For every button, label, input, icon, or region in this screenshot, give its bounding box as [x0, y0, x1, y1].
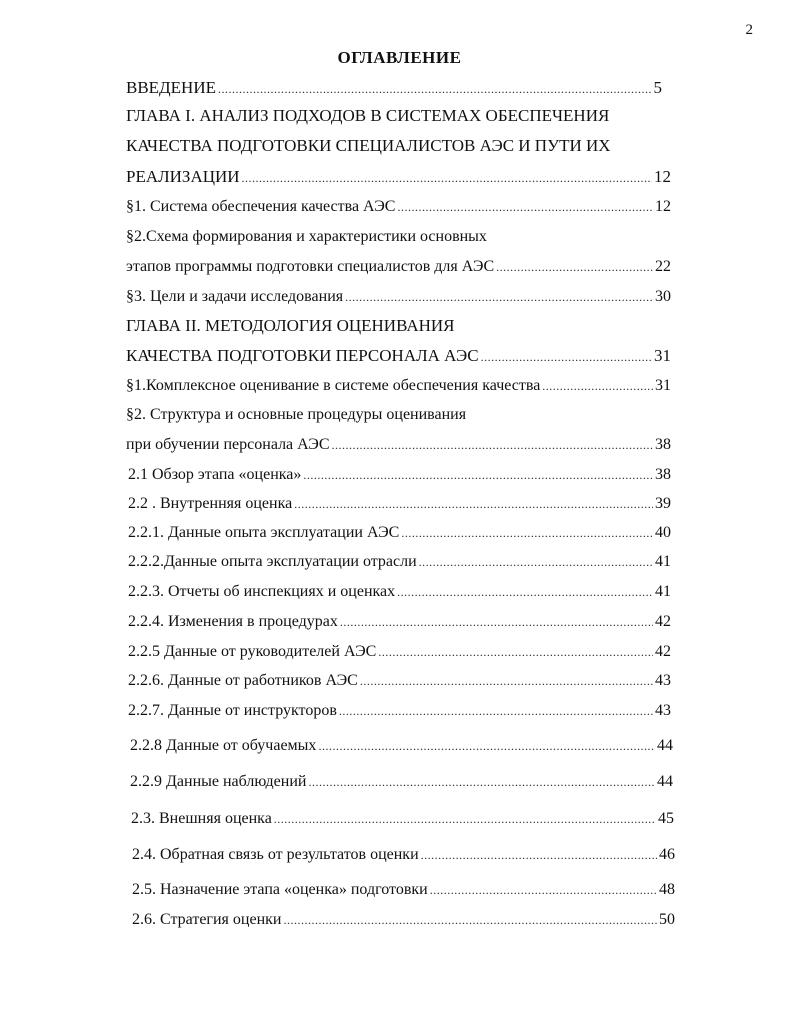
toc-entry[interactable]: [126, 198, 671, 216]
toc-entry-page: 43: [655, 672, 671, 689]
toc-title: ОГЛАВЛЕНИЕ: [337, 48, 462, 67]
toc-entry-page: 31: [654, 346, 671, 365]
leader-dots: [421, 848, 657, 863]
toc-entry-page: 46: [659, 846, 675, 863]
toc-entry-text: ГЛАВА II. МЕТОДОЛОГИЯ ОЦЕНИВАНИЯ: [126, 316, 455, 335]
toc-entry[interactable]: [126, 406, 466, 424]
toc-entry-text: §2.Схема формирования и характеристики основных: [126, 228, 487, 245]
toc-entry[interactable]: [126, 136, 611, 156]
toc-entry[interactable]: [132, 846, 675, 864]
toc-entry-text: 2.2.8 Данные от обучаемых: [130, 737, 317, 754]
toc-entry-page: 43: [655, 702, 671, 719]
page-number: 2: [745, 22, 753, 38]
leader-dots: [332, 438, 653, 453]
toc-entry[interactable]: [132, 911, 675, 929]
toc-entry[interactable]: [128, 613, 671, 631]
leader-dots: [308, 775, 655, 790]
toc-entry-page: 40: [655, 524, 671, 541]
toc-entry-page: 30: [655, 288, 671, 305]
leader-dots: [242, 171, 652, 186]
toc-entry-page: 48: [659, 881, 675, 898]
toc-entry-page: 41: [655, 583, 671, 600]
toc-entry-text: КАЧЕСТВА ПОДГОТОВКИ ПЕРСОНАЛА АЭС: [126, 346, 479, 365]
toc-entry-text: §3. Цели и задачи исследования: [126, 288, 344, 305]
toc-entry-text: 2.2.7. Данные от инструкторов: [128, 702, 337, 719]
toc-entry-page: 44: [657, 737, 673, 754]
toc-entry[interactable]: [128, 702, 671, 720]
toc-entry-page: 12: [655, 198, 671, 215]
toc-entry-page: 22: [655, 258, 671, 275]
leader-dots: [294, 497, 653, 512]
toc-entry[interactable]: [128, 643, 671, 661]
leader-dots: [218, 82, 652, 97]
toc-entry[interactable]: [126, 258, 671, 276]
leader-dots: [345, 290, 653, 305]
toc-entry[interactable]: [128, 672, 671, 690]
toc-entry-text: §2. Структура и основные процедуры оценивания: [126, 406, 467, 423]
leader-dots: [360, 674, 653, 689]
leader-dots: [496, 260, 653, 275]
toc-entry-text: 2.2.2.Данные опыта эксплуатации отрасли: [128, 553, 417, 570]
toc-entry-text: 2.2 . Внутренняя оценка: [128, 495, 293, 512]
toc-entry[interactable]: [126, 288, 671, 306]
leader-dots: [274, 812, 656, 827]
toc-entry[interactable]: [126, 436, 671, 454]
toc-entry[interactable]: [126, 106, 609, 126]
toc-entry-page: 38: [655, 436, 671, 453]
toc-entry[interactable]: [128, 553, 671, 571]
toc-entry-text: этапов программы подготовки специалистов для АЭС: [126, 258, 495, 275]
leader-dots: [419, 555, 653, 570]
leader-dots: [283, 913, 657, 928]
toc-entry-page: 50: [659, 911, 675, 928]
toc-entry[interactable]: [132, 881, 675, 899]
toc-entry-text: 2.2.1. Данные опыта эксплуатации АЭС: [128, 524, 400, 541]
leader-dots: [481, 350, 652, 365]
toc-entry[interactable]: [128, 583, 671, 601]
leader-dots: [340, 615, 653, 630]
toc-entry-text: 2.3. Внешняя оценка: [131, 810, 272, 827]
toc-entry[interactable]: [128, 524, 671, 542]
toc-entry-text: §1.Комплексное оценивание в системе обеспечения качества: [126, 377, 541, 394]
leader-dots: [378, 645, 653, 660]
leader-dots: [397, 200, 653, 215]
toc-entry[interactable]: [126, 78, 662, 98]
toc-entry-page: 5: [653, 78, 662, 97]
toc-entry-page: 42: [655, 643, 671, 660]
toc-entry-page: 31: [655, 377, 671, 394]
leader-dots: [318, 739, 655, 754]
leader-dots: [430, 883, 657, 898]
toc-entry[interactable]: [126, 167, 671, 187]
toc-entry[interactable]: [126, 316, 455, 336]
toc-entry-text: 2.2.6. Данные от работников АЭС: [128, 672, 358, 689]
toc-entry-text: 2.2.3. Отчеты об инспекциях и оценках: [128, 583, 396, 600]
toc-entry-text: §1. Система обеспечения качества АЭС: [126, 198, 396, 215]
toc-entry[interactable]: [126, 346, 671, 366]
toc-entry-text: РЕАЛИЗАЦИИ: [126, 167, 240, 186]
toc-entry-text: при обучении персонала АЭС: [126, 436, 330, 453]
toc-entry-text: 2.2.4. Изменения в процедурах: [128, 613, 338, 630]
toc-entry[interactable]: [126, 228, 487, 246]
leader-dots: [339, 704, 653, 719]
toc-entry[interactable]: [131, 810, 674, 828]
leader-dots: [397, 585, 653, 600]
toc-entry-text: 2.2.5 Данные от руководителей АЭС: [128, 643, 377, 660]
toc-entry[interactable]: [130, 737, 673, 755]
toc-entry[interactable]: [128, 466, 671, 484]
leader-dots: [303, 468, 653, 483]
toc-entry-page: 38: [655, 466, 671, 483]
toc-entry-page: 39: [655, 495, 671, 512]
toc-entry-page: 45: [658, 810, 674, 827]
toc-entry[interactable]: [130, 773, 673, 791]
toc-entry-text: КАЧЕСТВА ПОДГОТОВКИ СПЕЦИАЛИСТОВ АЭС И ПУТИ ИХ: [126, 136, 611, 155]
toc-entry[interactable]: [128, 495, 671, 513]
toc-entry-text: 2.2.9 Данные наблюдений: [130, 773, 307, 790]
toc-entry-page: 12: [654, 167, 671, 186]
toc-entry-text: ВВЕДЕНИЕ: [126, 78, 216, 97]
toc-entry-text: ГЛАВА I. АНАЛИЗ ПОДХОДОВ В СИСТЕМАХ ОБЕСПЕЧЕНИЯ: [126, 106, 610, 125]
toc-entry-page: 42: [655, 613, 671, 630]
toc-entry-text: 2.1 Обзор этапа «оценка»: [128, 466, 302, 483]
toc-entry-page: 44: [657, 773, 673, 790]
toc-entry-text: 2.5. Назначение этапа «оценка» подготовки: [132, 881, 428, 898]
leader-dots: [542, 379, 653, 394]
leader-dots: [401, 526, 653, 541]
toc-entry-page: 41: [655, 553, 671, 570]
toc-entry[interactable]: [126, 377, 671, 395]
toc-entry-text: 2.6. Стратегия оценки: [132, 911, 282, 928]
toc-entry-text: 2.4. Обратная связь от результатов оценки: [132, 846, 419, 863]
